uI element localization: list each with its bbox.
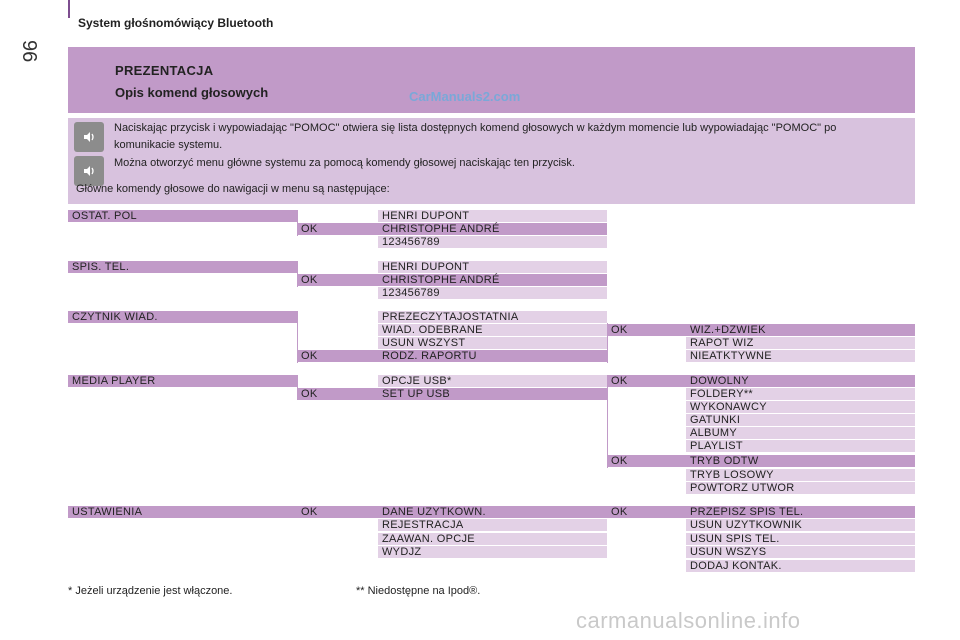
ok-label: OK xyxy=(611,455,628,467)
menu-subitem: FOLDERY** xyxy=(686,388,915,400)
ok-label: OK xyxy=(301,223,318,235)
menu-item: USUN WSZYST xyxy=(378,337,607,349)
menu-subitem: RAPOT WIZ xyxy=(686,337,915,349)
page-number: 96 xyxy=(18,40,40,63)
menu-subitem: ALBUMY xyxy=(686,427,915,439)
menu-item: SET UP USB xyxy=(382,388,451,400)
menu-spis-tel: SPIS. TEL. xyxy=(68,261,297,273)
menu-item: ZAAWAN. OPCJE xyxy=(378,533,607,545)
ok-label: OK xyxy=(301,388,318,400)
menu-subitem: PLAYLIST xyxy=(686,440,915,452)
menu-subitem: PRZEPISZ SPIS TEL. xyxy=(690,506,804,518)
menu-item: RODZ. RAPORTU xyxy=(382,350,477,362)
menu-item: HENRI DUPONT xyxy=(378,261,607,273)
menu-item: OPCJE USB* xyxy=(378,375,607,387)
ok-label: OK xyxy=(611,375,628,387)
menu-subitem: GATUNKI xyxy=(686,414,915,426)
menu-media-player: MEDIA PLAYER xyxy=(68,375,297,387)
info-paragraph-3: Główne komendy głosowe do nawigacji w menu są następujące: xyxy=(76,183,390,195)
section-title-box xyxy=(68,47,915,113)
watermark-bottom: carmanualsonline.info xyxy=(576,608,801,633)
watermark-top: CarManuals2.com xyxy=(409,89,521,104)
menu-subitem: DODAJ KONTAK. xyxy=(686,560,915,572)
info-paragraph-2: Można otworzyć menu główne systemu za pomocą komendy głosowej naciskając ten przycisk. xyxy=(114,157,575,169)
ok-label: OK xyxy=(301,274,318,286)
menu-subitem: WYKONAWCY xyxy=(686,401,915,413)
ok-label: OK xyxy=(611,506,628,518)
menu-item: 123456789 xyxy=(378,287,607,299)
section-subtitle: Opis komend głosowych xyxy=(115,85,269,100)
menu-subitem: POWTORZ UTWOR xyxy=(686,482,915,494)
ok-label: OK xyxy=(301,350,318,362)
menu-item: WYDJZ xyxy=(378,546,607,558)
menu-item: HENRI DUPONT xyxy=(378,210,607,222)
menu-subitem: TRYB LOSOWY xyxy=(686,469,915,481)
footnote-1: * Jeżeli urządzenie jest włączone. xyxy=(68,585,233,597)
ok-label: OK xyxy=(301,506,318,518)
ok-label: OK xyxy=(611,324,628,336)
menu-item: DANE UZYTKOWN. xyxy=(382,506,486,518)
menu-subitem: TRYB ODTW xyxy=(690,455,759,467)
menu-subitem: USUN WSZYS xyxy=(686,546,915,558)
menu-item: REJESTRACJA xyxy=(378,519,607,531)
header-title: System głośnomówiący Bluetooth xyxy=(78,16,274,30)
info-box xyxy=(68,118,915,204)
menu-subitem: USUN SPIS TEL. xyxy=(686,533,915,545)
voice-button-icon xyxy=(74,122,104,152)
menu-subitem: NIEATKTYWNE xyxy=(686,350,915,362)
menu-subitem: WIZ.+DZWIEK xyxy=(690,324,766,336)
menu-ustawienia: USTAWIENIA xyxy=(68,506,297,518)
menu-subitem: USUN UZYTKOWNIK xyxy=(686,519,915,531)
side-rule xyxy=(68,0,70,18)
menu-item: 123456789 xyxy=(378,236,607,248)
info-paragraph-1: Naciskając przycisk i wypowiadając "POMOC" otwiera się lista dostępnych komend głosowych w każdym momencie lub wypowiadając "POMOC" po komunikacie systemu. xyxy=(114,122,837,151)
menu-subitem: DOWOLNY xyxy=(690,375,749,387)
menu-item: CHRISTOPHE ANDRÉ xyxy=(382,223,500,235)
menu-czytnik-wiad: CZYTNIK WIAD. xyxy=(68,311,297,323)
menu-item: WIAD. ODEBRANE xyxy=(378,324,607,336)
menu-item: CHRISTOPHE ANDRÉ xyxy=(382,274,500,286)
menu-ostat-pol: OSTAT. POL xyxy=(68,210,297,222)
footnote-2: ** Niedostępne na Ipod®. xyxy=(356,585,481,597)
menu-item: PREZECZYTAJOSTATNIA xyxy=(378,311,607,323)
section-title: PREZENTACJA xyxy=(115,63,214,78)
